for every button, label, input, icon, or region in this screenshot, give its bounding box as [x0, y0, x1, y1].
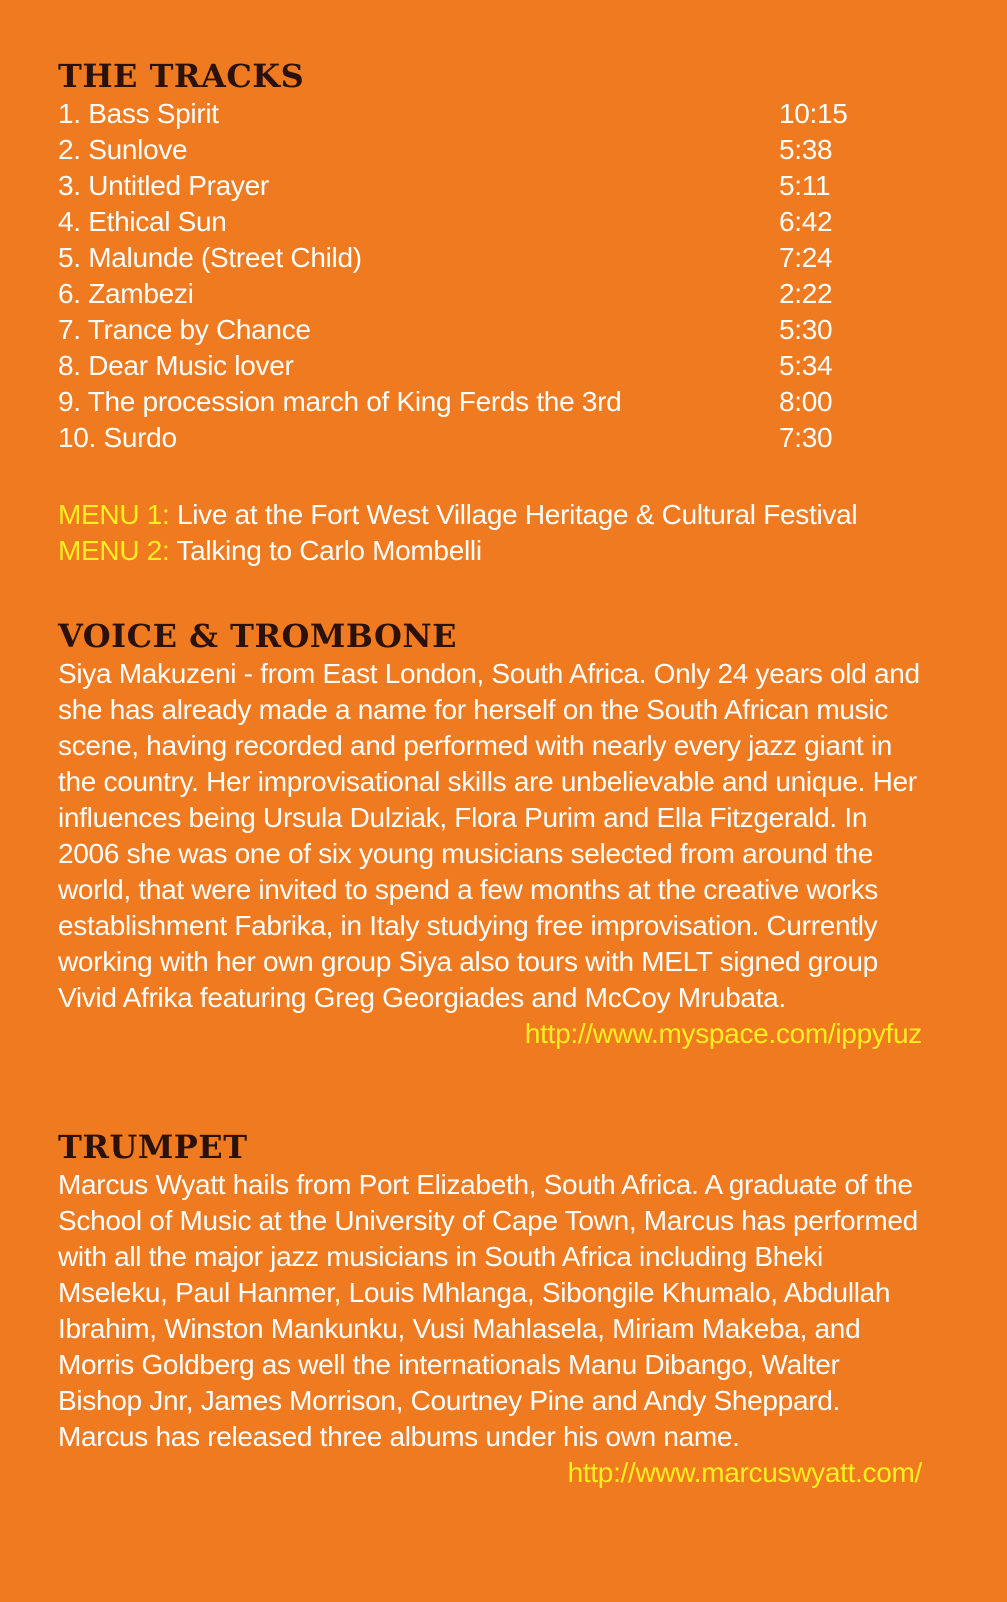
track-item: [58, 312, 918, 348]
tracks-section: [58, 56, 918, 456]
track-title: 7. Trance by Chance: [58, 314, 311, 345]
track-duration: 5:11: [779, 170, 831, 201]
track-title: 2. Sunlove: [58, 134, 188, 165]
track-title: 6. Zambezi: [58, 278, 194, 309]
track-title: 4. Ethical Sun: [58, 206, 227, 237]
track-title: 3. Untitled Prayer: [58, 170, 269, 201]
track-title: 9. The procession march of King Ferds the 3rd: [58, 386, 622, 417]
track-item: [58, 348, 918, 384]
track-item: [58, 384, 918, 420]
tracks-heading: THE TRACKS: [58, 57, 305, 95]
menu-label: MENU 1:: [58, 499, 170, 530]
track-title: 1. Bass Spirit: [58, 98, 219, 129]
menu-description: Talking to Carlo Mombelli: [169, 535, 482, 566]
trumpet-section: [58, 1127, 958, 1491]
trumpet-website-link[interactable]: http://www.marcuswyatt.com/: [567, 1457, 922, 1488]
track-title: 8. Dear Music lover: [58, 350, 294, 381]
menu-item: [58, 497, 958, 533]
dvd-menu-list: [58, 497, 958, 569]
voice-trombone-section: [58, 616, 958, 1052]
voice-bio: Siya Makuzeni - from East London, South Africa. Only 24 years old and she has already made a name for herself on the South African music scene, having recorded and performed with nearly every jazz giant in the country. Her improvisational skills are unbelievable and unique. Her influences being Ursula Dulziak, Flora Purim and Ella Fitzgerald. In 2006 she was one of six young musicians selected from around the world, that were invited to spend a few months at the creative works establishment Fabrika, in Italy studying free improvisation. Currently working with her own group Siya also tours with MELT signed group Vivid Afrika featuring Greg Georgiades and McCoy Mrubata.: [58, 658, 920, 1013]
track-item: [58, 168, 918, 204]
track-duration: 8:00: [779, 386, 833, 417]
track-duration: 2:22: [779, 278, 833, 309]
trumpet-heading: TRUMPET: [58, 1128, 248, 1166]
track-duration: 7:24: [779, 242, 833, 273]
track-item: [58, 96, 918, 132]
track-item: [58, 132, 918, 168]
track-duration: 5:30: [779, 314, 833, 345]
track-title: 5. Malunde (Street Child): [58, 242, 362, 273]
track-list: [58, 96, 918, 456]
track-item: [58, 240, 918, 276]
track-item: [58, 204, 918, 240]
track-duration: 6:42: [779, 206, 833, 237]
track-duration: 5:38: [779, 134, 833, 165]
voice-heading: VOICE & TROMBONE: [58, 617, 457, 655]
menu-label: MENU 2:: [58, 535, 170, 566]
trumpet-bio: Marcus Wyatt hails from Port Elizabeth, South Africa. A graduate of the School of Music at the University of Cape Town, Marcus has performed with all the major jazz musicians in South Africa including Bheki Mseleku, Paul Hanmer, Louis Mhlanga, Sibongile Khumalo, Abdullah Ibrahim, Winston Mankunku, Vusi Mahlasela, Miriam Makeba, and Morris Goldberg as well the internationals Manu Dibango, Walter Bishop Jnr, James Morrison, Courtney Pine and Andy Sheppard. Marcus has released three albums under his own name.: [58, 1169, 918, 1452]
voice-website-link[interactable]: http://www.myspace.com/ippyfuz: [524, 1018, 922, 1049]
track-duration: 10:15: [779, 98, 848, 129]
track-item: [58, 276, 918, 312]
track-duration: 5:34: [779, 350, 833, 381]
track-title: 10. Surdo: [58, 422, 177, 453]
track-duration: 7:30: [779, 422, 833, 453]
track-item: [58, 420, 918, 456]
menu-item: [58, 533, 958, 569]
menu-description: Live at the Fort West Village Heritage & Cultural Festival: [169, 499, 858, 530]
